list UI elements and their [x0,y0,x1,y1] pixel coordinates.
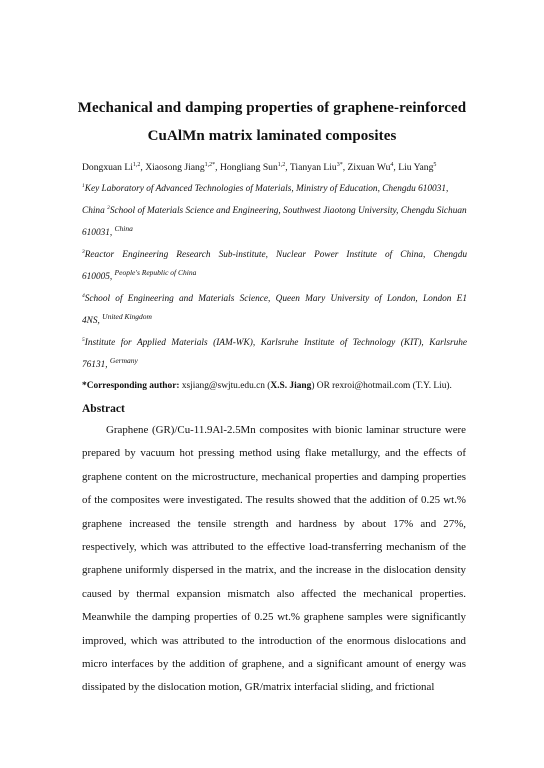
corresponding-rest: ) OR rexroi@hotmail.com (T.Y. Liu). [311,381,452,391]
affiliation-3 [82,244,467,288]
affiliation-line: $^5$Institute for Applied Materials (IAM-WK), Karlsruhe Institute of Technology (KIT), Karlsruhe [82,336,467,348]
affiliation-line: $^3$Reactor Engineering Research Sub-institute, Nuclear Power Institute of China, Chengdu [82,248,467,260]
affiliation-line: $^1$Key Laboratory of Advanced Technologies of Materials, Ministry of Education, Chengdu 610031, [82,182,449,194]
corresponding-name: X.S. Jiang [270,381,312,391]
author: Liu Yang$^5$ [398,161,437,173]
author: Tianyan Liu$^{3*}$, [289,161,348,173]
paper-title-line-1: Mechanical and damping properties of graphene-reinforced [77,100,467,116]
affiliation-line: 76131, $^{Germany}$ [82,356,138,370]
affiliation-line: $^4$School of Engineering and Materials Science, Queen Mary University of London, London E1 [82,292,467,304]
affiliation-line: 610005, $^{People's Republic of China}$ [82,268,197,282]
abstract-body: Graphene (GR)/Cu-11.9Al-2.5Mn composites with bionic laminar structure were prepared by vacuum hot pressing method using flake metallurgy, and the effects of graphene content on the microstructure, mechanical properties and damping properties of the composites were investigated. The results showed that the addition of 0.25 wt.% graphene increased the tensile strength and hardness by about 17% and 27%, respectively, which was attributed to the effective load-transferring mechanism of the graphene uniformly dispersed in the matrix, and the increase in the dislocation density caused by thermal expansion mismatch also affected the mechanical properties. Meanwhile the damping properties of 0.25 wt.% graphene samples were significantly improved, which was attributed to the introduction of the enormous dislocations and micro interfaces by the addition of graphene, and a significant amount of energy was dissipated by the dislocation motion, GR/matrix interfacial sliding, and frictional [82,424,466,694]
affiliation-line: 4NS, $^{United Kingdom}$ [82,312,152,326]
corresponding-author [82,381,482,391]
paper-title-line-2: CuAlMn matrix laminated composites [147,128,397,144]
affiliation-5 [82,332,467,376]
corresponding-label: *Corresponding author: [82,381,180,391]
author: Zixuan Wu$^4$, [347,161,399,173]
affiliation-line: 610031, $^{China}$ [82,224,133,238]
author: Hongliang Sun$^{1,2}$, [219,161,290,173]
author: Dongxuan Li$^{1,2}$, [82,161,146,173]
author: Xiaosong Jiang$^{1,2*}$, [145,161,220,173]
affiliation-4 [82,288,467,332]
corresponding-email: xsjiang@swjtu.edu.cn ( [179,381,271,391]
affiliation-1-2 [82,178,467,244]
author-list [82,162,482,173]
affiliation-line: China $^2$School of Materials Science and Engineering, Southwest Jiaotong University, Chengdu Sichuan [82,204,467,216]
abstract-heading: Abstract [82,403,125,415]
